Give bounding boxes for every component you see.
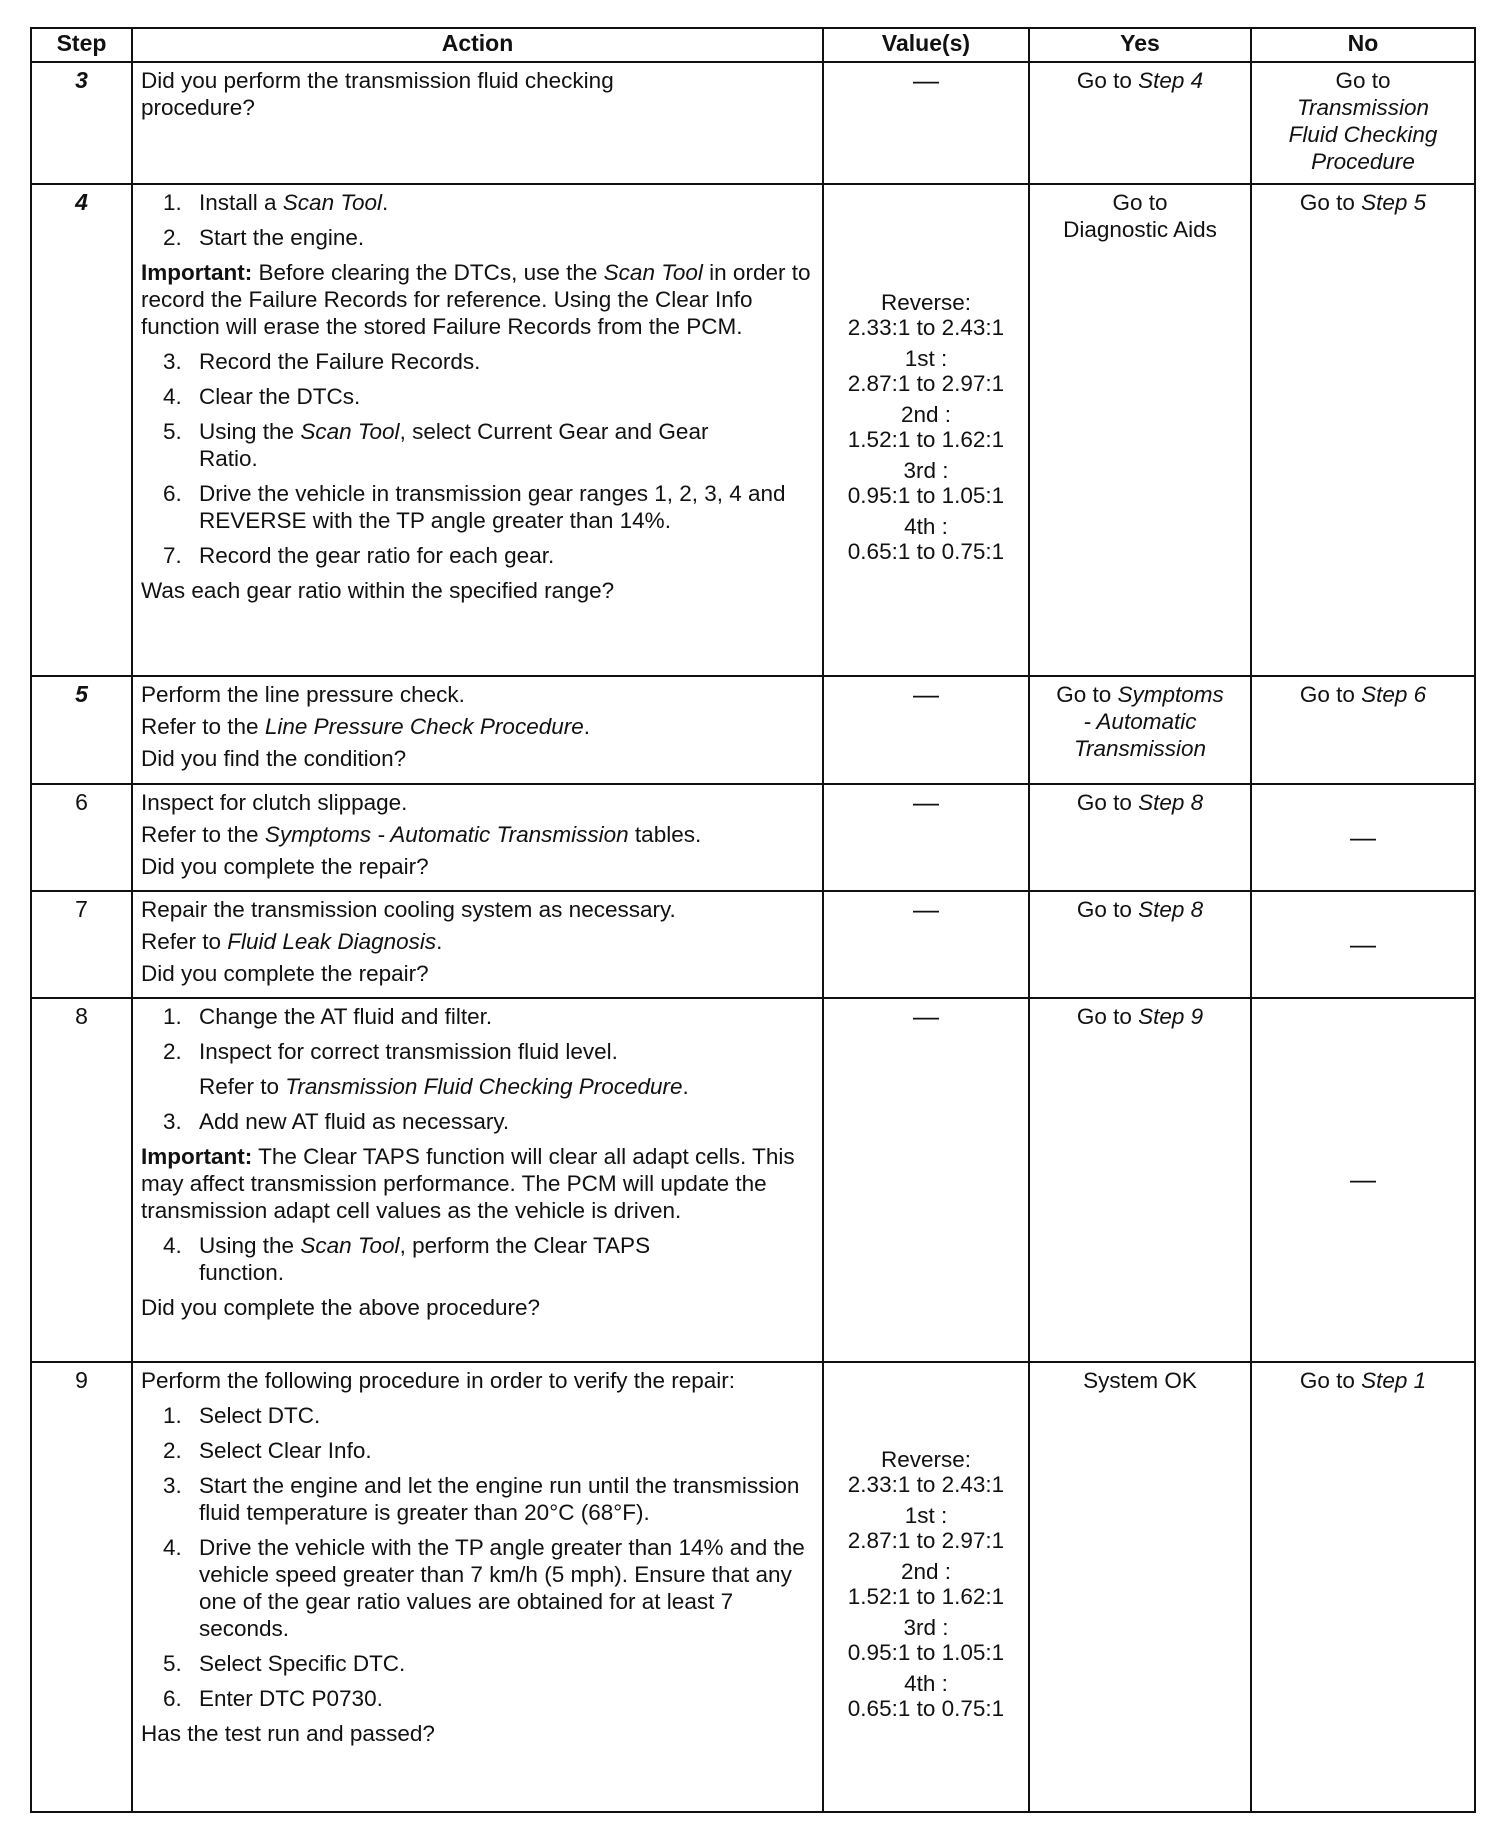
gear-ratio: 1st : 2.87:1 to 2.97:1 [847, 346, 1005, 396]
step-row-8 [31, 998, 1475, 1362]
header-action: Action [132, 28, 823, 62]
step-number: 9 [31, 1362, 132, 1812]
gear-ratio: Reverse: 2.33:1 to 2.43:1 [847, 290, 1005, 340]
step-row-3 [31, 62, 1475, 184]
list-item: 1. Change the AT fluid and filter. [163, 1004, 493, 1029]
step-number: 8 [31, 998, 132, 1362]
values-cell: — [823, 891, 1029, 998]
gear-ratio: 4th : 0.65:1 to 0.75:1 [847, 514, 1005, 564]
no-link-line[interactable]: Procedure [1311, 149, 1415, 174]
list-item: 3. Record the Failure Records. [163, 349, 481, 374]
header-values: Value(s) [823, 28, 1029, 62]
question: Did you complete the repair? [141, 854, 429, 879]
gear-ratio-values [823, 184, 1029, 676]
gear-ratio: Reverse: 2.33:1 to 2.43:1 [847, 1447, 1005, 1497]
yes-cell: Go to Step 8 [1029, 784, 1251, 891]
no-link-line[interactable]: Fluid Checking [1288, 122, 1438, 147]
yes-link[interactable]: Step 8 [1138, 897, 1204, 922]
list-item: 1. Install a Scan Tool. [163, 190, 389, 215]
gear-ratio: 1st : 2.87:1 to 2.97:1 [847, 1503, 1005, 1553]
go-to-label: Go to [1112, 190, 1168, 215]
step-number: 7 [31, 891, 132, 998]
no-cell: — [1251, 891, 1475, 998]
step-row-7 [31, 891, 1475, 998]
yes-cell [1029, 184, 1251, 676]
step-number: 5 [31, 676, 132, 784]
important-note: Important: Before clearing the DTCs, use the Scan Tool in order to record the Failure Records for reference. Using the Clear Info function will erase the stored Failure Records from the PCM. [141, 260, 811, 339]
list-item: 1. Select DTC. [163, 1403, 321, 1428]
gear-ratio: 3rd : 0.95:1 to 1.05:1 [847, 458, 1005, 508]
question: Has the test run and passed? [141, 1721, 435, 1746]
gear-ratio-values [823, 1362, 1029, 1812]
list-item: 4. Drive the vehicle with the TP angle greater than 14% and the vehicle speed greater than 7 km/h (5 mph). Ensure that any one of the gear ratio values are obtained for at least 7 seconds. [163, 1535, 805, 1641]
list-item: 6. Drive the vehicle in transmission gear ranges 1, 2, 3, 4 and REVERSE with the TP angle greater than 14%. [163, 481, 786, 533]
values-cell: — [823, 998, 1029, 1362]
step-row-6 [31, 784, 1475, 891]
no-link[interactable]: Step 6 [1361, 682, 1427, 707]
values-cell: — [823, 676, 1029, 784]
action-cell: Perform the line pressure check. Refer to the Line Pressure Check Procedure. Did you find the condition? [132, 676, 823, 784]
diagnostic-table [30, 27, 1476, 1813]
list-item: 2. Select Clear Info. [163, 1438, 372, 1463]
no-cell: Go to Step 1 [1251, 1362, 1475, 1812]
list-item: 4. Clear the DTCs. [163, 384, 361, 409]
yes-cell: Go to Step 9 [1029, 998, 1251, 1362]
yes-link[interactable]: - Automatic [1083, 709, 1197, 734]
header-step: Step [31, 28, 132, 62]
question: Was each gear ratio within the specified range? [141, 578, 615, 603]
no-link[interactable]: Step 1 [1361, 1368, 1427, 1393]
step-row-4 [31, 184, 1475, 676]
action-cell: Repair the transmission cooling system as necessary. Refer to Fluid Leak Diagnosis. Did you complete the repair? [132, 891, 823, 998]
no-link[interactable]: Step 5 [1361, 190, 1427, 215]
action-cell [132, 998, 823, 1362]
list-item: 6. Enter DTC P0730. [163, 1686, 383, 1711]
values-cell [823, 62, 1029, 184]
dash: — [913, 65, 939, 95]
list-item: 3. Start the engine and let the engine run until the transmission fluid temperature is greater than 20°C (68°F). [163, 1473, 800, 1525]
action-cell [132, 62, 823, 184]
yes-cell: Go to Symptoms - Automatic Transmission [1029, 676, 1251, 784]
action-cell: Perform the following procedure in order to verify the repair: 1. Select DTC. 2. Select Clear Info. 3. Start the engine and let the engine run until the transmission fluid temperature is greater than 20°C (68°F). 4. Drive the vehicle with the TP angle greater than 14% and the vehicle speed greater than 7 km/h (5 mph). Ensure that any one of the gear ratio values are obtained for at least 7 seconds. 5. Select Specific DTC. 6. Enter DTC P0730. Has the test run and passed? [132, 1362, 823, 1812]
yes-cell [1029, 62, 1251, 184]
step-row-5 [31, 676, 1475, 784]
action-text: Did you perform the transmission fluid checking procedure? [141, 68, 614, 120]
go-to-label: Go to [1335, 68, 1391, 93]
question: Did you complete the repair? [141, 961, 429, 986]
gear-ratio: 2nd : 1.52:1 to 1.62:1 [847, 1559, 1005, 1609]
no-link-line[interactable]: Transmission [1296, 95, 1430, 120]
gear-ratio: 2nd : 1.52:1 to 1.62:1 [847, 402, 1005, 452]
header-row [31, 28, 1475, 62]
values-cell: — [823, 784, 1029, 891]
header-yes: Yes [1029, 28, 1251, 62]
yes-link[interactable]: Step 8 [1138, 790, 1204, 815]
action-cell [132, 184, 823, 676]
yes-link[interactable]: Symptoms [1117, 682, 1224, 707]
no-cell [1251, 62, 1475, 184]
gear-ratio: 4th : 0.65:1 to 0.75:1 [847, 1671, 1005, 1721]
question: Did you find the condition? [141, 746, 407, 771]
step-number: 6 [31, 784, 132, 891]
yes-link[interactable]: Step 9 [1138, 1004, 1204, 1029]
yes-result[interactable]: System OK [1083, 1368, 1197, 1393]
action-cell: Inspect for clutch slippage. Refer to the Symptoms - Automatic Transmission tables. Did you complete the repair? [132, 784, 823, 891]
go-to-label: Go to [1076, 68, 1132, 93]
list-sub-item: Refer to Transmission Fluid Checking Procedure. [199, 1074, 689, 1099]
go-to-label: Go to [1299, 190, 1355, 215]
step-number: 3 [31, 62, 132, 184]
step-row-9 [31, 1362, 1475, 1812]
question: Did you complete the above procedure? [141, 1295, 541, 1320]
list-item: 7. Record the gear ratio for each gear. [163, 543, 555, 568]
list-item: 2. Inspect for correct transmission fluid level. [163, 1039, 618, 1064]
list-item: 4. Using the Scan Tool, perform the Clear TAPS function. [163, 1233, 651, 1285]
yes-link[interactable]: Transmission [1073, 736, 1207, 761]
yes-link[interactable]: Diagnostic Aids [1063, 217, 1217, 242]
gear-ratio: 3rd : 0.95:1 to 1.05:1 [847, 1615, 1005, 1665]
no-cell [1251, 184, 1475, 676]
step-number: 4 [31, 184, 132, 676]
yes-cell [1029, 1362, 1251, 1812]
list-item: 5. Select Specific DTC. [163, 1651, 406, 1676]
no-cell: — [1251, 998, 1475, 1362]
list-item: 2. Start the engine. [163, 225, 365, 250]
yes-cell: Go to Step 8 [1029, 891, 1251, 998]
yes-link[interactable]: Step 4 [1138, 68, 1204, 93]
important-note: Important: The Clear TAPS function will clear all adapt cells. This may affect transmission performance. The PCM will update the transmission adapt cell values as the vehicle is driven. [141, 1144, 795, 1223]
list-item: 5. Using the Scan Tool, select Current Gear and Gear Ratio. [163, 419, 709, 471]
no-cell: — [1251, 784, 1475, 891]
no-cell: Go to Step 6 [1251, 676, 1475, 784]
list-item: 3. Add new AT fluid as necessary. [163, 1109, 510, 1134]
header-no: No [1251, 28, 1475, 62]
